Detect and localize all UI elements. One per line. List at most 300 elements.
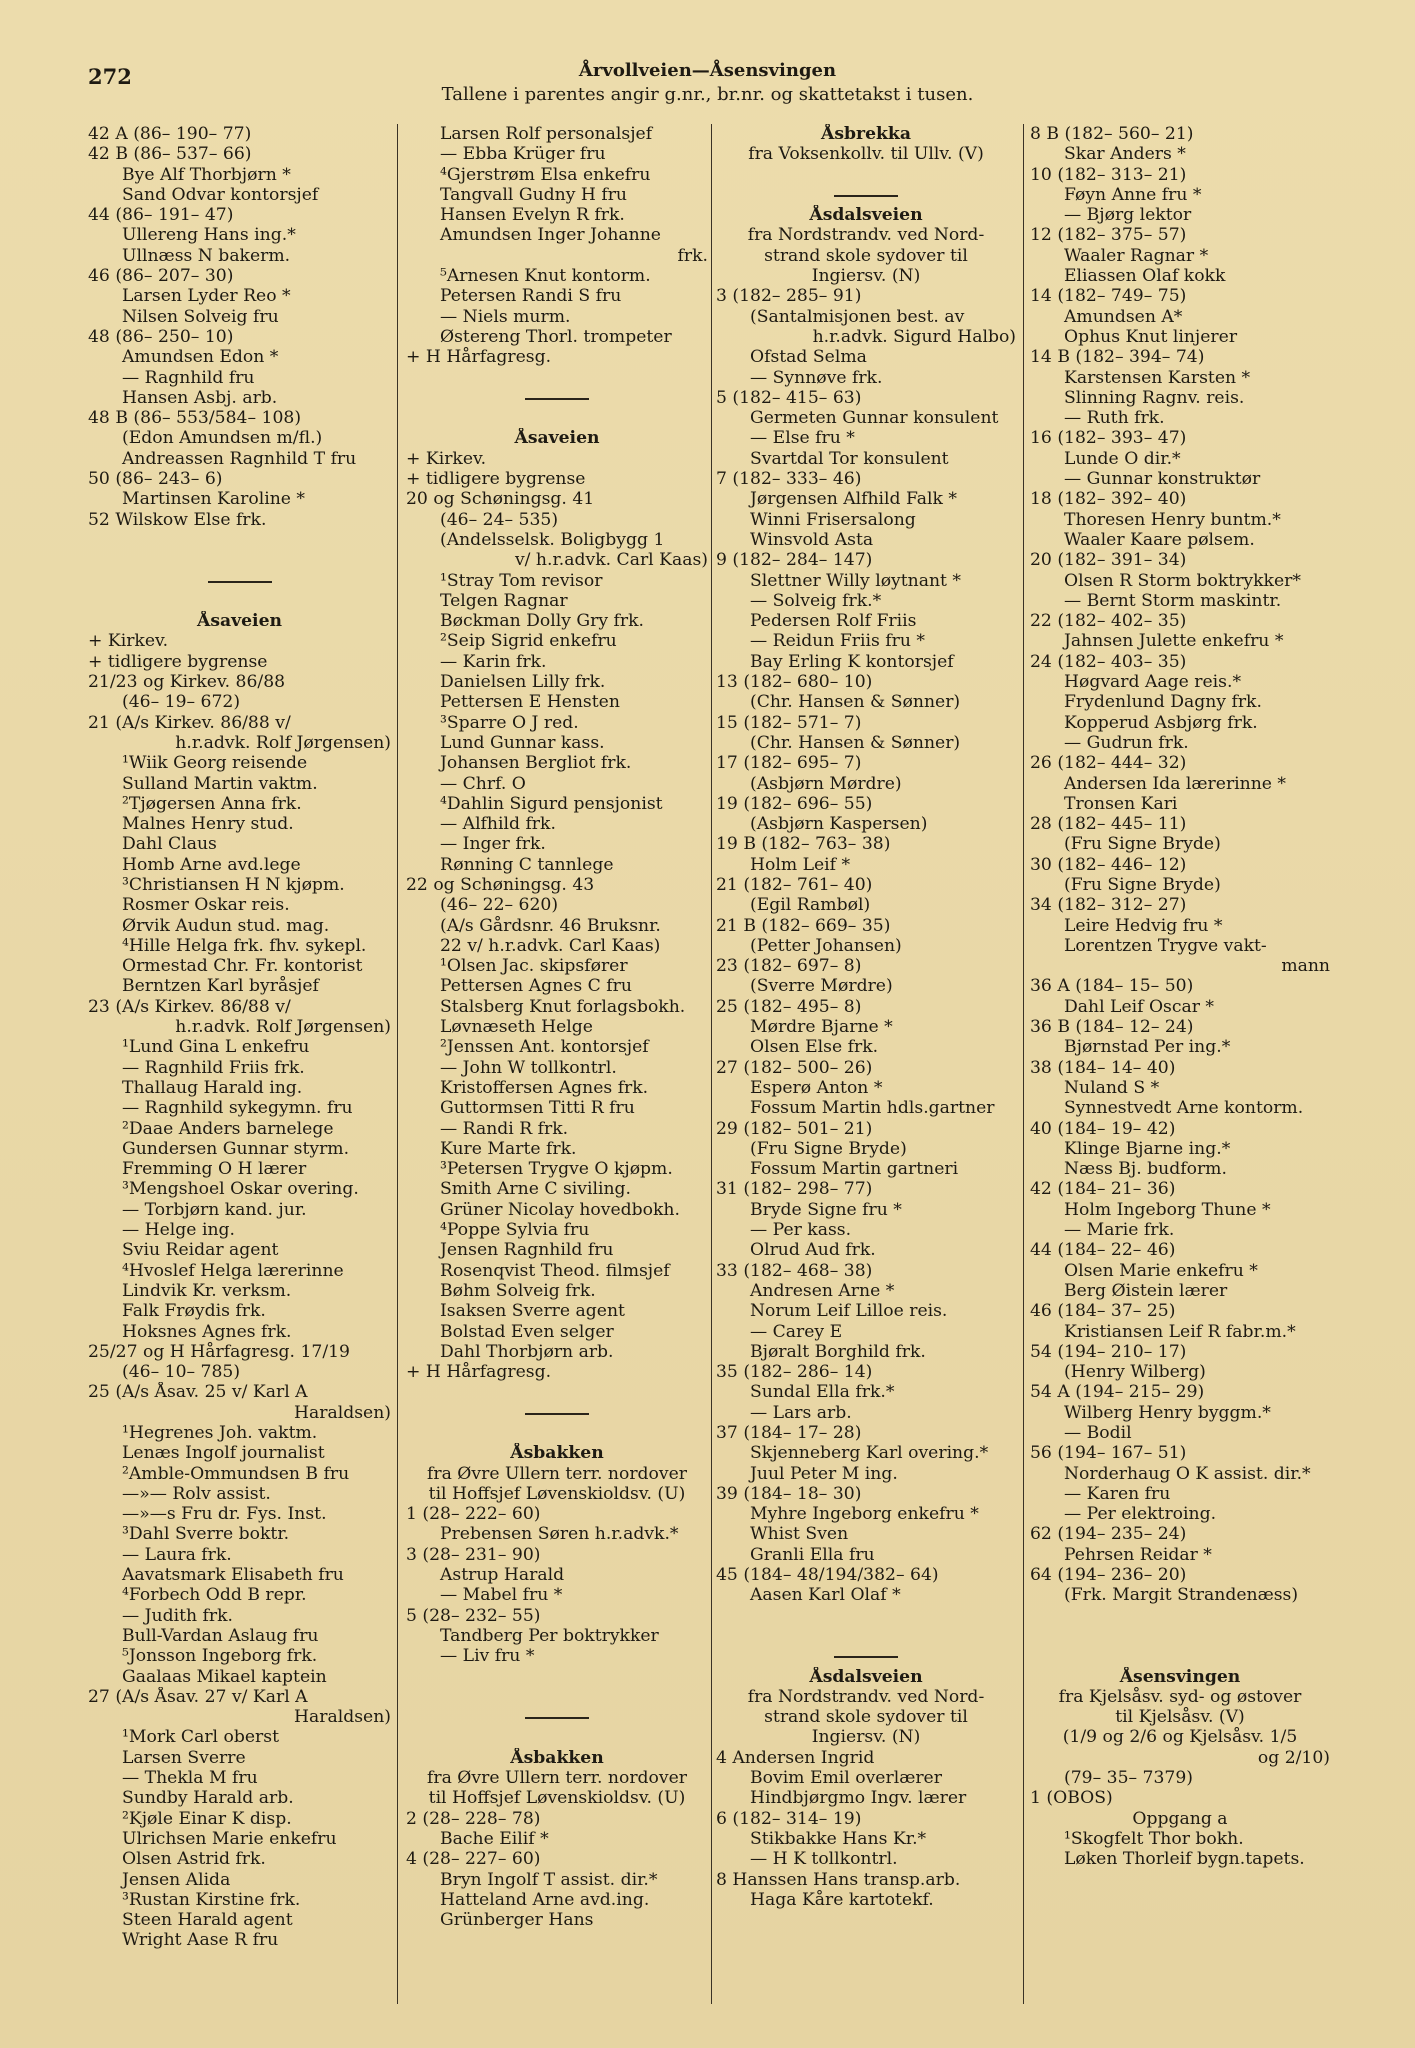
entry-line: 54 (194– 210– 17)	[1030, 1341, 1187, 1362]
resident-line: Lindvik Kr. verksm.	[122, 1280, 292, 1301]
entry-line: 21/23 og Kirkev. 86/88	[88, 672, 286, 693]
resident-line: Waaler Ragnar *	[1064, 245, 1209, 266]
resident-line: — Ragnhild fru	[122, 367, 255, 388]
spacer	[1030, 1606, 1330, 1626]
resident-line: — Alfhild frk.	[440, 814, 556, 835]
resident-line: Grünberger Hans	[440, 1910, 594, 1931]
resident-line: — Ebba Krüger fru	[440, 144, 606, 165]
resident-line: ⁴Forbech Odd B repr.	[122, 1585, 307, 1606]
resident-line: Andreassen Ragnhild T fru	[122, 448, 357, 469]
resident-line: Berntzen Karl byråsjef	[122, 976, 319, 997]
entry-line: 42 (184– 21– 36)	[1030, 1179, 1176, 1200]
resident-line: — Else fru *	[750, 428, 855, 449]
entry-line: 14 (182– 749– 75)	[1030, 286, 1187, 307]
entry-line: 42 A (86– 190– 77)	[88, 124, 252, 144]
spacer	[1030, 1626, 1330, 1646]
entry-line: 20 (182– 391– 34)	[1030, 550, 1187, 571]
street-description: Oppgang a	[1132, 1808, 1228, 1829]
column-2	[406, 124, 708, 1930]
entry-line: 28 (182– 445– 11)	[1030, 814, 1187, 835]
street-heading: Åsbakken	[510, 1747, 604, 1768]
resident-line: — Ragnhild Friis frk.	[122, 1057, 305, 1078]
entry-line: 23 (A/s Kirkev. 86/88 v/	[88, 996, 291, 1017]
resident-line: Ofstad Selma	[750, 347, 867, 368]
resident-line: Tandberg Per boktrykker	[440, 1625, 659, 1646]
resident-line: Pedersen Rolf Friis	[750, 611, 917, 632]
resident-line: — Judith frk.	[122, 1605, 234, 1626]
resident-line: Hatteland Arne avd.ing.	[440, 1889, 650, 1910]
entry-line: 40 (184– 19– 42)	[1030, 1118, 1176, 1139]
street-description: fra Kjelsåsv. syd- og østover	[1058, 1686, 1302, 1707]
resident-line: ¹Lund Gina L enkefru	[122, 1037, 310, 1058]
page-number: 272	[88, 64, 132, 89]
resident-line: Olsen R Storm boktrykker*	[1064, 570, 1301, 591]
resident-line: ³Rustan Kirstine frk.	[122, 1889, 301, 1910]
entry-line: 36 B (184– 12– 24)	[1030, 1017, 1194, 1038]
entry-line: 45 (184– 48/194/382– 64)	[716, 1565, 939, 1586]
entry-line: 62 (194– 235– 24)	[1030, 1524, 1187, 1545]
resident-line: Høgvard Aage reis.*	[1064, 672, 1242, 693]
resident-line: — Gunnar konstruktør	[1064, 469, 1261, 490]
resident-line: — Liv fru *	[440, 1646, 535, 1667]
entry-line: + tidligere bygrense	[406, 469, 586, 490]
entry-line: 9 (182– 284– 147)	[716, 550, 873, 571]
resident-line: — Chrf. O	[440, 773, 526, 794]
entry-line: 44 (184– 22– 46)	[1030, 1240, 1176, 1261]
resident-line: Bolstad Even selger	[440, 1321, 614, 1342]
resident-line: Bye Alf Thorbjørn *	[122, 164, 291, 185]
entry-line: 31 (182– 298– 77)	[716, 1179, 873, 1200]
resident-line: Sundal Ella frk.*	[750, 1382, 895, 1403]
resident-line: Ullnæss N bakerm.	[122, 245, 291, 266]
spacer	[88, 550, 391, 570]
resident-line: — Reidun Friis fru *	[750, 631, 925, 652]
resident-line: Larsen Rolf personalsjef	[440, 124, 653, 144]
resident-line: Fossum Martin hdls.gartner	[750, 1098, 995, 1119]
resident-line: (Edon Amundsen m/fl.)	[122, 428, 323, 449]
entry-line: 24 (182– 403– 35)	[1030, 651, 1187, 672]
entry-continuation: Haraldsen)	[294, 1707, 391, 1728]
spacer	[1030, 1646, 1330, 1666]
resident-line: — John W tollkontrl.	[440, 1057, 617, 1078]
spacer	[716, 165, 1016, 185]
resident-line: (Henry Wilberg)	[1064, 1362, 1206, 1383]
resident-line: Stikbakke Hans Kr.*	[750, 1828, 927, 1849]
entry-line: 17 (182– 695– 7)	[716, 753, 862, 774]
resident-line: Pettersen E Hensten	[440, 692, 620, 713]
entry-line: + Kirkev.	[406, 448, 487, 469]
resident-line: Falk Frøydis frk.	[122, 1301, 266, 1322]
resident-line: ²Seip Sigrid enkefru	[440, 631, 617, 652]
street-description: fra Øvre Ullern terr. nordover	[427, 1463, 687, 1484]
resident-line: Rosenqvist Theod. filmsjef	[440, 1260, 670, 1281]
resident-line: Hindbjørgmo Ingv. lærer	[750, 1788, 967, 1809]
entry-line: + Kirkev.	[88, 631, 169, 652]
resident-line: Esperø Anton *	[750, 1077, 883, 1098]
resident-line: Astrup Harald	[440, 1565, 565, 1586]
entry-line: 21 (A/s Kirkev. 86/88 v/	[88, 712, 291, 733]
street-heading: Åsdalsveien	[809, 205, 923, 226]
resident-line: Føyn Anne fru *	[1064, 184, 1202, 205]
entry-line: 39 (184– 18– 30)	[716, 1483, 862, 1504]
entry-line: 4 (28– 227– 60)	[406, 1849, 541, 1870]
page-subtitle: Tallene i parentes angir g.nr., br.nr. og skattetakst i tusen.	[441, 84, 974, 105]
resident-line: Slettner Willy løytnant *	[750, 570, 962, 591]
resident-line: ⁵Arnesen Knut kontorm.	[440, 266, 651, 287]
street-description: fra Øvre Ullern terr. nordover	[427, 1768, 687, 1789]
spacer	[406, 1667, 708, 1687]
resident-line: Larsen Sverre	[122, 1747, 246, 1768]
resident-line: ³Sparre O J red.	[440, 712, 579, 733]
resident-line: Guttormsen Titti R fru	[440, 1098, 635, 1119]
resident-line: Myhre Ingeborg enkefru *	[750, 1504, 979, 1525]
resident-line: — Lars arb.	[750, 1402, 852, 1423]
entry-line: + tidligere bygrense	[88, 651, 268, 672]
resident-line: Petersen Randi S fru	[440, 286, 622, 307]
resident-line: Dahl Leif Oscar *	[1064, 996, 1215, 1017]
entry-line: 48 B (86– 553/584– 108)	[88, 408, 302, 429]
entry-line: 22 (182– 402– 35)	[1030, 611, 1187, 632]
resident-line: Dahl Thorbjørn arb.	[440, 1341, 614, 1362]
resident-line: Eliassen Olaf kokk	[1064, 266, 1226, 287]
resident-line: Svartdal Tor konsulent	[750, 448, 949, 469]
resident-line: Sand Odvar kontorsjef	[122, 184, 319, 205]
resident-line: Bull-Vardan Aslaug fru	[122, 1625, 319, 1646]
resident-line: (Asbjørn Kaspersen)	[750, 814, 928, 835]
resident-line: Hansen Evelyn R frk.	[440, 205, 625, 226]
resident-line: Lenæs Ingolf journalist	[122, 1443, 325, 1464]
resident-line: Sundby Harald arb.	[122, 1788, 294, 1809]
resident-line: — H K tollkontrl.	[750, 1849, 898, 1870]
entry-continuation: h.r.advk. Sigurd Halbo)	[812, 326, 1016, 347]
entry-line: 16 (182– 393– 47)	[1030, 428, 1187, 449]
entry-continuation: h.r.advk. Rolf Jørgensen)	[175, 1017, 391, 1038]
resident-line: Jensen Ragnhild fru	[440, 1240, 614, 1261]
resident-line: — Ruth frk.	[1064, 408, 1165, 429]
resident-line: Fremming O H lærer	[122, 1159, 307, 1180]
resident-line: Dahl Claus	[122, 834, 217, 855]
entry-line: 19 B (182– 763– 38)	[716, 834, 891, 855]
entry-line: 7 (182– 333– 46)	[716, 469, 862, 490]
resident-line: — Torbjørn kand. jur.	[122, 1199, 307, 1220]
resident-line: ³Dahl Sverre boktr.	[122, 1524, 290, 1545]
resident-line: — Helge ing.	[122, 1220, 235, 1241]
resident-line: Amundsen Inger Johanne	[440, 225, 661, 246]
street-description: Ingiersv. (N)	[811, 1727, 921, 1748]
entry-line: 19 (182– 696– 55)	[716, 793, 873, 814]
resident-line: ³Christiansen H N kjøpm.	[122, 874, 345, 895]
resident-line: — Per kass.	[750, 1220, 852, 1241]
resident-line: Skjenneberg Karl overing.*	[750, 1443, 989, 1464]
resident-line: (46– 24– 535)	[440, 509, 559, 530]
spacer	[406, 368, 708, 388]
resident-line: (79– 35– 7379)	[1064, 1768, 1194, 1789]
running-title: Årvollveien—Åsensvingen	[578, 60, 837, 81]
column-rule	[711, 124, 712, 2004]
resident-line: Bøckman Dolly Gry frk.	[440, 611, 644, 632]
resident-line: — Marie frk.	[1064, 1220, 1175, 1241]
resident-line: Andresen Arne *	[750, 1280, 895, 1301]
resident-line: Ophus Knut linjerer	[1064, 326, 1238, 347]
resident-line: — Solveig frk.*	[750, 590, 882, 611]
section-divider	[88, 571, 391, 591]
resident-line: (Frk. Margit Strandenæss)	[1064, 1585, 1299, 1606]
resident-line: Isaksen Sverre agent	[440, 1301, 625, 1322]
resident-line: Ulrichsen Marie enkefru	[122, 1828, 337, 1849]
section-divider	[406, 1403, 708, 1423]
resident-line: — Gudrun frk.	[1064, 732, 1189, 753]
resident-line: — Bernt Storm maskintr.	[1064, 590, 1282, 611]
entry-line: 3 (182– 285– 91)	[716, 286, 862, 307]
resident-line: Haga Kåre kartotekf.	[750, 1889, 934, 1910]
resident-line: Tronsen Kari	[1064, 793, 1178, 814]
resident-line: Karstensen Karsten *	[1064, 367, 1251, 388]
resident-line: Homb Arne avd.lege	[122, 854, 301, 875]
street-description: strand skole sydover til	[764, 1707, 968, 1728]
resident-line: Kopperud Asbjørg frk.	[1064, 712, 1258, 733]
entry-line: 10 (182– 313– 21)	[1030, 164, 1187, 185]
resident-line: Lunde O dir.*	[1064, 448, 1181, 469]
entry-line: 46 (184– 37– 25)	[1030, 1301, 1176, 1322]
street-heading: Åsdalsveien	[809, 1666, 923, 1687]
resident-line: (Asbjørn Mørdre)	[750, 773, 902, 794]
resident-line: Amundsen A*	[1064, 306, 1183, 327]
column-4	[1030, 124, 1330, 1870]
resident-line: (Egil Rambøl)	[750, 895, 871, 916]
resident-line: ⁴Hille Helga frk. fhv. sykepl.	[122, 935, 367, 956]
entry-line: 25/27 og H Hårfagresg. 17/19	[88, 1341, 350, 1362]
resident-line: Næss Bj. budform.	[1064, 1159, 1227, 1180]
resident-line: ²Amble-Ommundsen B fru	[122, 1463, 350, 1484]
resident-line: ⁴Hvoslef Helga lærerinne	[122, 1260, 344, 1281]
entry-line: 54 A (194– 215– 29)	[1030, 1382, 1205, 1403]
resident-line: Wilberg Henry byggm.*	[1064, 1402, 1271, 1423]
entry-line: 1 (OBOS)	[1030, 1788, 1113, 1809]
entry-line: 20 og Schøningsg. 41	[406, 489, 595, 510]
resident-line: Bøhm Solveig frk.	[440, 1280, 596, 1301]
resident-line: (Petter Johansen)	[750, 935, 902, 956]
resident-line: — Synnøve frk.	[750, 367, 883, 388]
entry-line: 37 (184– 17– 28)	[716, 1423, 862, 1443]
entry-line: 8 B (182– 560– 21)	[1030, 124, 1194, 144]
column-rule	[397, 124, 398, 2004]
resident-line: Juul Peter M ing.	[750, 1463, 898, 1484]
resident-line: (Fru Signe Bryde)	[1064, 834, 1221, 855]
resident-line: ⁴Poppe Sylvia fru	[440, 1220, 590, 1241]
resident-line: Johansen Bergliot frk.	[440, 753, 632, 774]
resident-line: Thallaug Harald ing.	[122, 1077, 303, 1098]
resident-line: Smith Arne C siviling.	[440, 1179, 632, 1200]
resident-line: (A/s Gårdsnr. 46 Bruksnr.	[440, 915, 661, 936]
entry-line: 56 (194– 167– 51)	[1030, 1443, 1187, 1464]
resident-line: Bovim Emil overlærer	[750, 1768, 942, 1789]
street-description: strand skole sydover til	[764, 245, 968, 266]
resident-line: Malnes Henry stud.	[122, 814, 294, 835]
entry-line: 48 (86– 250– 10)	[88, 326, 234, 347]
resident-line: Steen Harald agent	[122, 1910, 293, 1931]
entry-line: 4 Andersen Ingrid	[716, 1747, 875, 1768]
entry-line: 38 (184– 14– 40)	[1030, 1057, 1176, 1078]
resident-line: —»— Rolv assist.	[122, 1483, 271, 1504]
street-heading: Åsaveien	[196, 611, 283, 632]
resident-line: ³Petersen Trygve O kjøpm.	[440, 1159, 673, 1180]
resident-line: Løken Thorleif bygn.tapets.	[1064, 1849, 1305, 1870]
resident-line: Rønning C tannlege	[440, 854, 614, 875]
resident-line: — Laura frk.	[122, 1544, 232, 1565]
resident-line: Olsen Else frk.	[750, 1037, 879, 1058]
resident-line: Olrud Aud frk.	[750, 1240, 876, 1261]
resident-line: Rosmer Oskar reis.	[122, 895, 290, 916]
resident-line: ³Mengshoel Oskar overing.	[122, 1179, 359, 1200]
resident-line: Holm Ingeborg Thune *	[1064, 1199, 1271, 1220]
resident-line: (Chr. Hansen & Sønner)	[750, 732, 961, 753]
resident-line: Hoksnes Agnes frk.	[122, 1321, 292, 1342]
entry-line: 14 B (182– 394– 74)	[1030, 347, 1205, 368]
entry-continuation: Haraldsen)	[294, 1402, 391, 1423]
column-3	[716, 124, 1016, 1910]
spacer	[406, 408, 708, 428]
entry-line: + H Hårfagresg.	[406, 1362, 552, 1383]
column-1	[88, 124, 391, 1951]
resident-line: Jahnsen Julette enkefru *	[1064, 631, 1284, 652]
resident-line: Leire Hedvig fru *	[1064, 915, 1223, 936]
resident-line: Wright Aase R fru	[122, 1930, 279, 1951]
resident-line: (Santalmisjonen best. av	[750, 306, 965, 327]
resident-line: Grüner Nicolay hovedbokh.	[440, 1199, 680, 1220]
street-heading: Åsaveien	[514, 428, 600, 449]
resident-line: Bjørnstad Per ing.*	[1064, 1037, 1231, 1058]
resident-line: Norderhaug O K assist. dir.*	[1064, 1463, 1311, 1484]
entry-line: 2 (28– 228– 78)	[406, 1808, 541, 1829]
resident-line: ²Tjøgersen Anna frk.	[122, 793, 302, 814]
entry-line: 8 Hanssen Hans transp.arb.	[716, 1869, 961, 1890]
resident-line: Nuland S *	[1064, 1077, 1160, 1098]
resident-line: Østereng Thorl. trompeter	[440, 326, 672, 347]
section-divider	[406, 388, 708, 408]
resident-line: Bryde Signe fru *	[750, 1199, 902, 1220]
entry-line: 1 (28– 222– 60)	[406, 1504, 541, 1525]
section-divider	[406, 1707, 708, 1727]
resident-line: Ormestad Chr. Fr. kontorist	[122, 956, 363, 977]
resident-line: Andersen Ida lærerinne *	[1064, 773, 1287, 794]
resident-line: 22 v/ h.r.advk. Carl Kaas)	[440, 935, 661, 956]
resident-line: (Fru Signe Bryde)	[750, 1138, 907, 1159]
resident-line: Prebensen Søren h.r.advk.*	[440, 1524, 679, 1545]
resident-line: Synnestvedt Arne kontorm.	[1064, 1098, 1304, 1119]
resident-line: ²Kjøle Einar K disp.	[122, 1808, 292, 1829]
street-description: fra Nordstrandv. ved Nord-	[747, 225, 985, 246]
entry-line: 27 (A/s Åsav. 27 v/ Karl A	[88, 1686, 308, 1707]
resident-line: Pettersen Agnes C fru	[440, 976, 632, 997]
resident-line: Skar Anders *	[1064, 144, 1186, 165]
resident-line: ²Jenssen Ant. kontorsjef	[440, 1037, 649, 1058]
entry-line: 25 (182– 495– 8)	[716, 996, 862, 1017]
resident-line: — Mabel fru *	[440, 1585, 563, 1606]
entry-line: 33 (182– 468– 38)	[716, 1260, 873, 1281]
resident-line: Bay Erling K kontorsjef	[750, 651, 954, 672]
resident-line: Fossum Martin gartneri	[750, 1159, 959, 1180]
resident-line: Slinning Ragnv. reis.	[1064, 387, 1245, 408]
entry-continuation: mann	[1281, 956, 1330, 977]
entry-line: 25 (A/s Åsav. 25 v/ Karl A	[88, 1382, 308, 1403]
resident-line: Jensen Alida	[122, 1869, 231, 1890]
entry-line: 27 (182– 500– 26)	[716, 1057, 873, 1078]
resident-line: ⁵Jonsson Ingeborg frk.	[122, 1646, 318, 1667]
resident-line: ¹Olsen Jac. skipsfører	[440, 956, 628, 977]
section-divider	[716, 185, 1016, 205]
spacer	[406, 1727, 708, 1747]
resident-line: Holm Leif *	[750, 854, 851, 875]
resident-line: ¹Hegrenes Joh. vaktm.	[122, 1423, 318, 1443]
resident-line: (Fru Signe Bryde)	[1064, 874, 1221, 895]
resident-line: Telgen Ragnar	[440, 590, 568, 611]
resident-line: ¹Stray Tom revisor	[440, 570, 603, 591]
resident-line: ²Daae Anders barnelege	[122, 1118, 334, 1139]
resident-line: Berg Øistein lærer	[1064, 1280, 1228, 1301]
resident-line: Kure Marte frk.	[440, 1138, 577, 1159]
resident-line: (Chr. Hansen & Sønner)	[750, 692, 961, 713]
resident-line: Ørvik Audun stud. mag.	[122, 915, 330, 936]
resident-line: ⁴Dahlin Sigurd pensjonist	[440, 793, 663, 814]
resident-line: Stalsberg Knut forlagsbokh.	[440, 996, 686, 1017]
spacer	[406, 1687, 708, 1707]
spacer	[88, 591, 391, 611]
street-description: fra Nordstrandv. ved Nord-	[747, 1686, 985, 1707]
spacer	[406, 1382, 708, 1402]
resident-line: Løvnæseth Helge	[440, 1017, 593, 1038]
entry-continuation: og 2/10)	[1257, 1747, 1330, 1768]
entry-line: 18 (182– 392– 40)	[1030, 489, 1187, 510]
spacer	[716, 1606, 1016, 1626]
street-description: til Hoffsjef Løvenskioldsv. (U)	[428, 1788, 686, 1809]
resident-line: Norum Leif Lilloe reis.	[750, 1301, 948, 1322]
resident-line: Sviu Reidar agent	[122, 1240, 279, 1261]
entry-line: 36 A (184– 15– 50)	[1030, 976, 1194, 997]
entry-line: 29 (182– 501– 21)	[716, 1118, 873, 1139]
resident-line: Germeten Gunnar konsulent	[750, 408, 999, 429]
resident-line: Granli Ella fru	[750, 1544, 875, 1565]
resident-line: ¹Wiik Georg reisende	[122, 753, 308, 774]
spacer	[406, 1423, 708, 1443]
street-description: til Kjelsåsv. (V)	[1115, 1707, 1245, 1728]
entry-line: 34 (182– 312– 27)	[1030, 895, 1187, 916]
resident-line: Pehrsen Reidar *	[1064, 1544, 1212, 1565]
resident-line: — Karin frk.	[440, 651, 547, 672]
resident-line: Tangvall Gudny H fru	[440, 184, 628, 205]
entry-line: 30 (182– 446– 12)	[1030, 854, 1187, 875]
entry-line: + H Hårfagresg.	[406, 347, 552, 368]
street-description: Ingiersv. (N)	[811, 266, 921, 287]
entry-line: 26 (182– 444– 32)	[1030, 753, 1187, 774]
resident-line: (Andelsselsk. Boligbygg 1	[440, 529, 665, 550]
resident-line: — Bodil	[1064, 1423, 1132, 1443]
resident-line: Olsen Astrid frk.	[122, 1849, 266, 1870]
resident-line: —»—s Fru dr. Fys. Inst.	[122, 1504, 327, 1525]
resident-line: Thoresen Henry buntm.*	[1064, 509, 1281, 530]
entry-line: 42 B (86– 537– 66)	[88, 144, 252, 165]
resident-line: Olsen Marie enkefru *	[1064, 1260, 1258, 1281]
entry-line: 13 (182– 680– 10)	[716, 672, 873, 693]
street-description: (1/9 og 2/6 og Kjelsåsv. 1/5	[1062, 1727, 1298, 1748]
resident-line: Bache Eilif *	[440, 1828, 549, 1849]
resident-line: — Karen fru	[1064, 1483, 1171, 1504]
resident-line: Waaler Kaare pølsem.	[1064, 529, 1255, 550]
resident-line: Kristoffersen Agnes frk.	[440, 1077, 649, 1098]
resident-line: Amundsen Edon *	[122, 347, 279, 368]
entry-line: 15 (182– 571– 7)	[716, 712, 862, 733]
resident-line: Frydenlund Dagny frk.	[1064, 692, 1262, 713]
street-heading: Åsbrekka	[821, 124, 911, 144]
